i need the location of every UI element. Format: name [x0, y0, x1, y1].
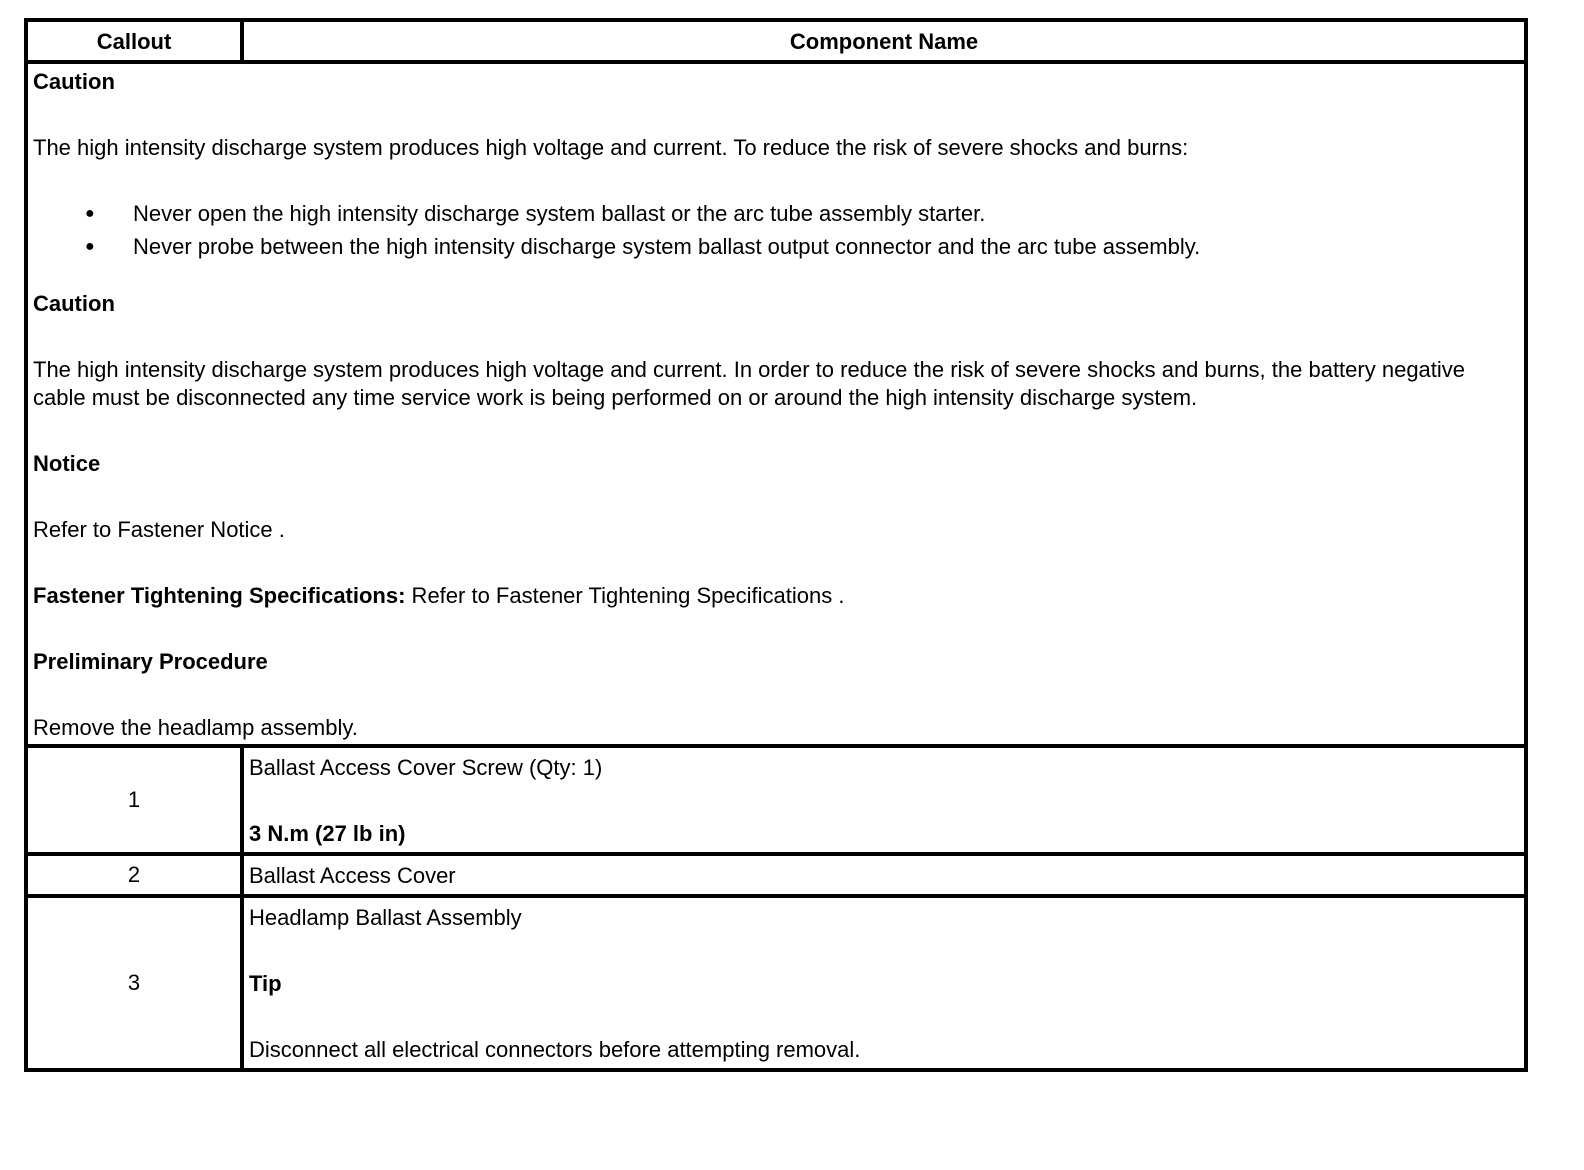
notes-row	[26, 62, 1526, 746]
callout-number: 3	[26, 896, 242, 1070]
caution-text: The high intensity discharge system produces high voltage and current. To reduce the risk of severe shocks and burns:	[33, 135, 1189, 160]
table-header-row	[26, 20, 1526, 62]
callout-number: 2	[26, 854, 242, 896]
callout-number: 1	[26, 746, 242, 854]
table-row	[26, 746, 1526, 854]
table-row	[26, 896, 1526, 1070]
torque-spec: 3 N.m (27 lb in)	[249, 821, 406, 846]
notice-heading: Notice	[33, 451, 101, 476]
preliminary-procedure-text: Remove the headlamp assembly.	[33, 715, 358, 740]
caution-heading: Caution	[33, 291, 115, 316]
preliminary-procedure-heading: Preliminary Procedure	[33, 649, 268, 674]
component-name: Headlamp Ballast Assembly	[249, 905, 522, 930]
fastener-spec-line	[33, 582, 1519, 610]
notice-text: Refer to Fastener Notice .	[33, 517, 285, 542]
fastener-spec-label: Fastener Tightening Specifications:	[33, 583, 406, 608]
component-name: Ballast Access Cover	[249, 863, 456, 888]
list-item: ● Never probe between the high intensity discharge system ballast output connector and the arc tube assembly.	[133, 233, 1519, 261]
caution-bullet-list	[33, 200, 1519, 261]
tip-text: Disconnect all electrical connectors before attempting removal.	[249, 1037, 861, 1062]
table-row	[26, 854, 1526, 896]
component-name: Ballast Access Cover Screw (Qty: 1)	[249, 755, 603, 780]
list-item: ● Never open the high intensity discharge system ballast or the arc tube assembly starter.	[133, 200, 1519, 228]
component-table	[24, 18, 1528, 1072]
notes-cell	[26, 62, 1526, 746]
component-cell	[242, 896, 1526, 1070]
callout-column-header: Callout	[26, 20, 242, 62]
fastener-spec-text: Refer to Fastener Tightening Specifications .	[405, 583, 845, 608]
tip-heading: Tip	[249, 971, 282, 996]
component-name-column-header: Component Name	[242, 20, 1526, 62]
caution-heading: Caution	[33, 69, 115, 94]
component-cell	[242, 854, 1526, 896]
caution-text: The high intensity discharge system produces high voltage and current. In order to reduce the risk of severe shocks and burns, the battery negative cable must be disconnected any time service work is being performed on or around the high intensity discharge system.	[33, 357, 1466, 410]
component-cell	[242, 746, 1526, 854]
